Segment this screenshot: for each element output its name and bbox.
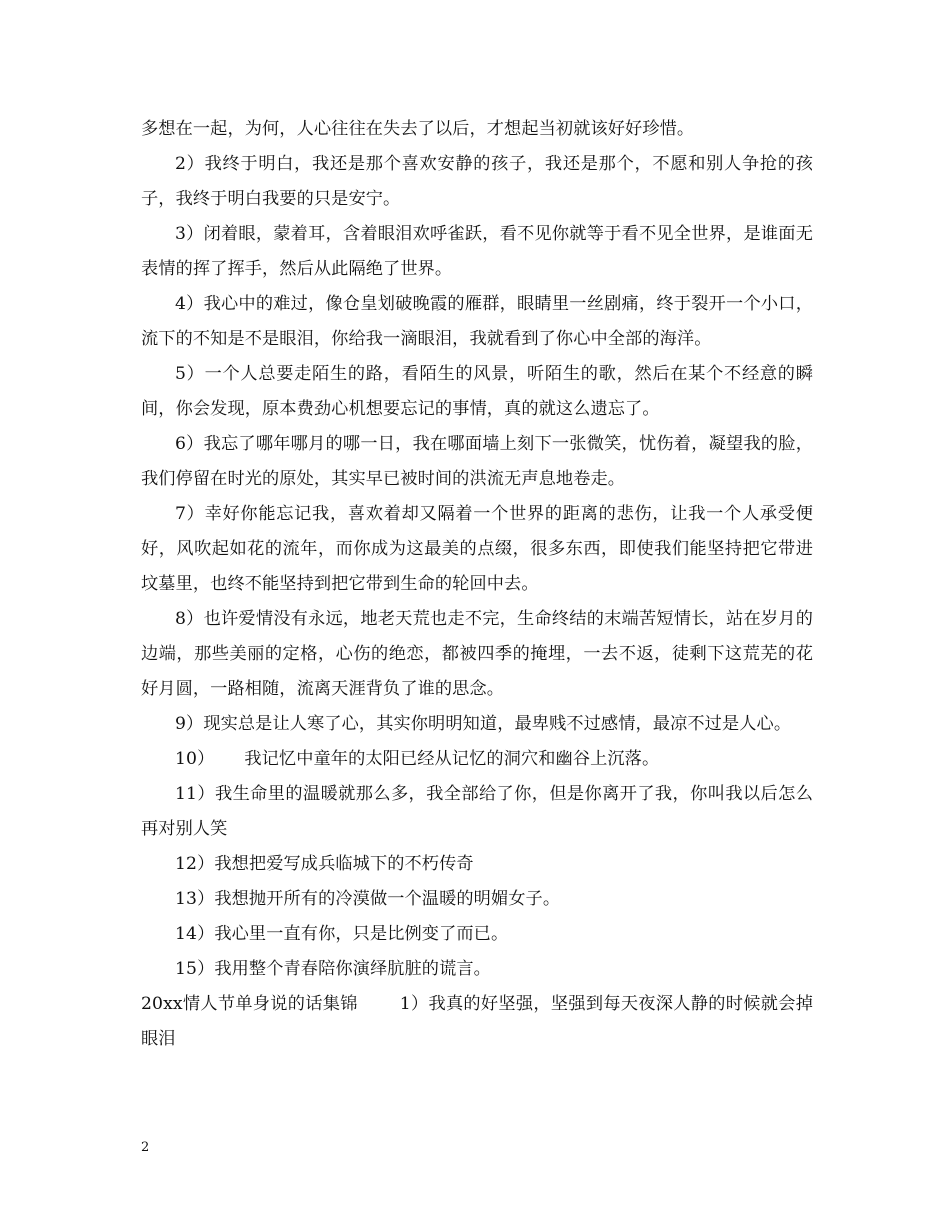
page-number: 2 [141, 1140, 150, 1155]
paragraph-item-13: 13）我想抛开所有的冷漠做一个温暖的明媚女子。 [175, 889, 561, 909]
paragraph-item-5: 5）一个人总要走陌生的路，看陌生的风景，听陌生的歌，然后在某个不经意的瞬间，你会发现，原本费劲心机想要忘记的事情，真的就这么遗忘了。 [141, 364, 813, 419]
section-paragraph [141, 987, 813, 1057]
paragraph-item-4: 4）我心中的难过，像仓皇划破晚霞的雁群，眼睛里一丝剧痛，终于裂开一个小口，流下的不知是不是眼泪，你给我一滴眼泪，我就看到了你心中全部的海洋。 [141, 294, 813, 349]
paragraph-item-7: 7）幸好你能忘记我，喜欢着却又隔着一个世界的距离的悲伤，让我一个人承受便好，风吹起如花的流年，而你成为这最美的点缀，很多东西，即使我们能坚持把它带进坟墓里，也终不能坚持到把它带到生命的轮回中去。 [141, 504, 813, 594]
document-body [141, 112, 813, 1057]
section-heading: 20xx情人节单身说的话集锦 [141, 994, 358, 1014]
paragraph-item-9: 9）现实总是让人寒了心，其实你明明知道，最卑贱不过感情，最凉不过是人心。 [175, 714, 792, 734]
paragraph-item-6: 6）我忘了哪年哪月的哪一日，我在哪面墙上刻下一张微笑，忧伤着，凝望我的脸，我们停留在时光的原处，其实早已被时间的洪流无声息地卷走。 [141, 434, 813, 489]
item-10-number: 10） [175, 749, 215, 769]
paragraph-item-11: 11）我生命里的温暖就那么多，我全部给了你，但是你离开了我，你叫我以后怎么再对别人笑 [141, 784, 813, 839]
paragraph-continuation: 多想在一起，为何，人心往往在失去了以后，才想起当初就该好好珍惜。 [141, 119, 695, 139]
paragraph-item-8: 8）也许爱情没有永远，地老天荒也走不完，生命终结的末端苦短情长，站在岁月的边端，那些美丽的定格，心伤的绝恋，都被四季的掩埋，一去不返，徒剩下这荒芜的花好月圆，一路相随，流离天涯背负了谁的思念。 [141, 609, 813, 699]
section-text: 1）我真的好坚强，坚强到每天夜深人静的时候就会掉眼泪 [141, 994, 813, 1049]
paragraph-item-2: 2）我终于明白，我还是那个喜欢安静的孩子，我还是那个，不愿和别人争抢的孩子，我终于明白我要的只是安宁。 [141, 154, 813, 209]
item-10-text: 我记忆中童年的太阳已经从记忆的洞穴和幽谷上沉落。 [244, 749, 660, 769]
paragraph-item-10 [141, 742, 813, 777]
paragraph-item-12: 12）我想把爱写成兵临城下的不朽传奇 [175, 854, 474, 874]
paragraph-item-14: 14）我心里一直有你，只是比例变了而已。 [175, 924, 509, 944]
paragraph-item-15: 15）我用整个青春陪你演绎肮脏的谎言。 [175, 959, 491, 979]
paragraph-item-3: 3）闭着眼，蒙着耳，含着眼泪欢呼雀跃，看不见你就等于看不见全世界，是谁面无表情的挥了挥手，然后从此隔绝了世界。 [141, 224, 813, 279]
